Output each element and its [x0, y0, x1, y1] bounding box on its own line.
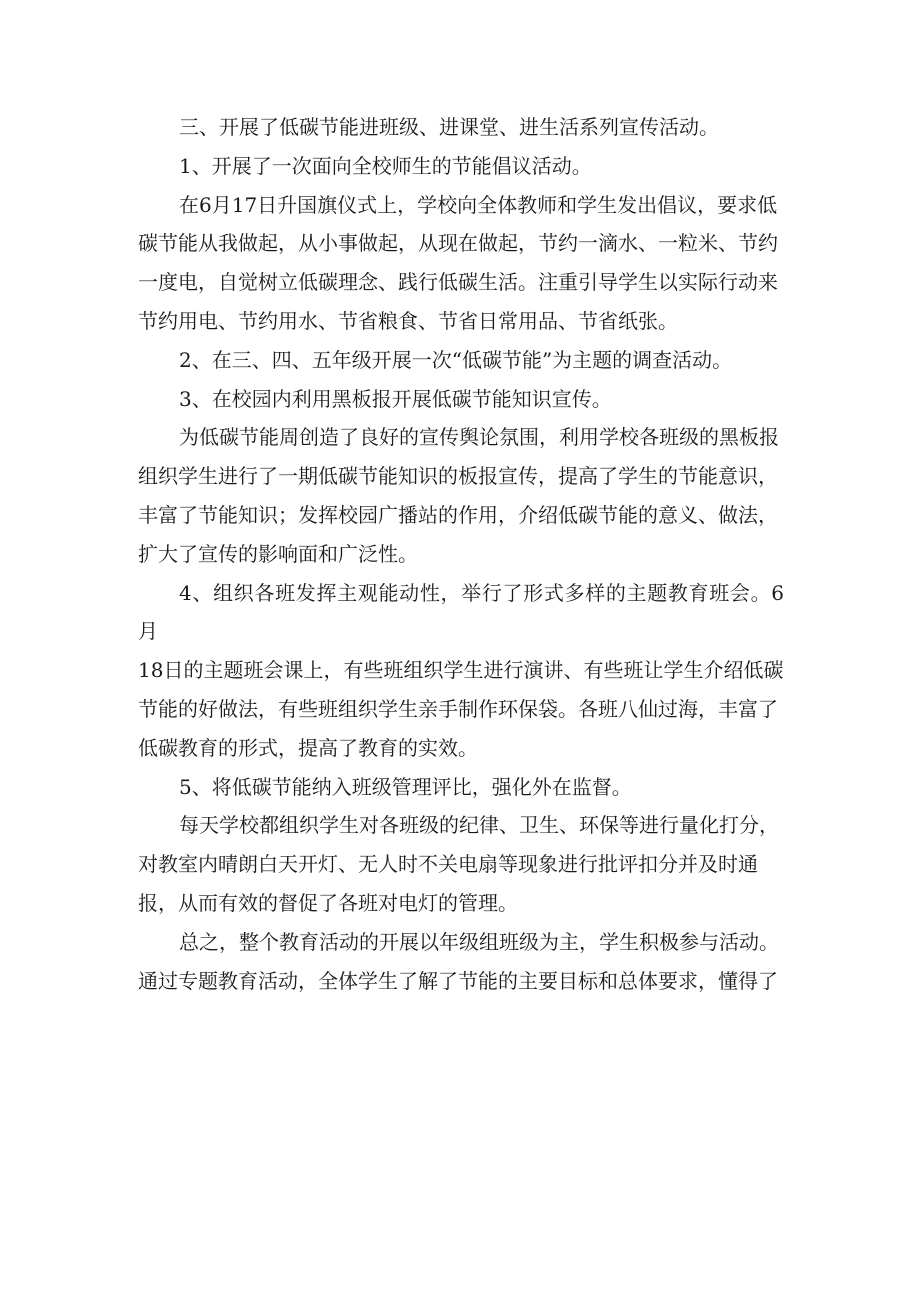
- text-line: 丰富了节能知识；发挥校园广播站的作用，介绍低碳节能的意义、做法，: [138, 502, 778, 527]
- text-line: 节能的好做法，有些班组织学生亲手制作环保袋。各班八仙过海，丰富了: [138, 696, 778, 721]
- text-line: 组织学生进行了一期低碳节能知识的板报宣传，提高了学生的节能意识，: [138, 464, 778, 489]
- item-3-body: [138, 418, 784, 573]
- text-line: 每天学校都组织学生对各班级的纪律、卫生、环保等进行量化打分，: [179, 813, 779, 838]
- summary-body: [138, 923, 784, 1001]
- text-line: 扩大了宣传的影响面和广泛性。: [138, 541, 418, 566]
- item-5-body: [138, 806, 784, 922]
- item-5-heading: 5、将低碳节能纳入班级管理评比，强化外在监督。: [179, 774, 632, 799]
- text-line: 低碳教育的形式，提高了教育的实效。: [138, 735, 478, 760]
- text-line: 18日的主题班会课上，有些班组织学生进行演讲、有些班让学生介绍低碳: [138, 658, 784, 683]
- text-line: 报，从而有效的督促了各班对电灯的管理。: [138, 890, 518, 915]
- text-line: 节约用电、节约用水、节省粮食、节省日常用品、节省纸张。: [138, 308, 678, 333]
- text-line: 总之，整个教育活动的开展以年级组班级为主，学生积极参与活动。: [179, 929, 779, 954]
- item-2-heading: 2、在三、四、五年级开展一次“低碳节能”为主题的调查活动。: [179, 347, 733, 372]
- text-line: 通过专题教育活动，全体学生了解了节能的主要目标和总体要求，懂得了: [138, 968, 778, 993]
- section-3-heading: 三、开展了低碳节能进班级、进课堂、进生活系列宣传活动。: [179, 115, 719, 139]
- text-line: 一度电，自觉树立低碳理念、践行低碳生活。注重引导学生以实际行动来: [138, 270, 778, 295]
- item-1-heading: 1、开展了一次面向全校师生的节能倡议活动。: [179, 153, 592, 178]
- item-1-body: [138, 186, 784, 341]
- item-4-body: [138, 574, 784, 768]
- text-line: 对教室内晴朗白天开灯、无人时不关电扇等现象进行批评扣分并及时通: [138, 852, 758, 877]
- document-body: [138, 108, 784, 1000]
- text-line: 在6月17日升国旗仪式上，学校向全体教师和学生发出倡议，要求低: [179, 192, 778, 217]
- text-line: 4、组织各班发挥主观能动性，举行了形式多样的主题教育班会。6月: [138, 580, 784, 644]
- text-line: 碳节能从我做起，从小事做起，从现在做起，节约一滴水、一粒米、节约: [138, 231, 778, 256]
- text-line: 为低碳节能周创造了良好的宣传舆论氛围，利用学校各班级的黑板报: [179, 425, 779, 450]
- item-3-heading: 3、在校园内利用黑板报开展低碳节能知识宣传。: [179, 386, 612, 411]
